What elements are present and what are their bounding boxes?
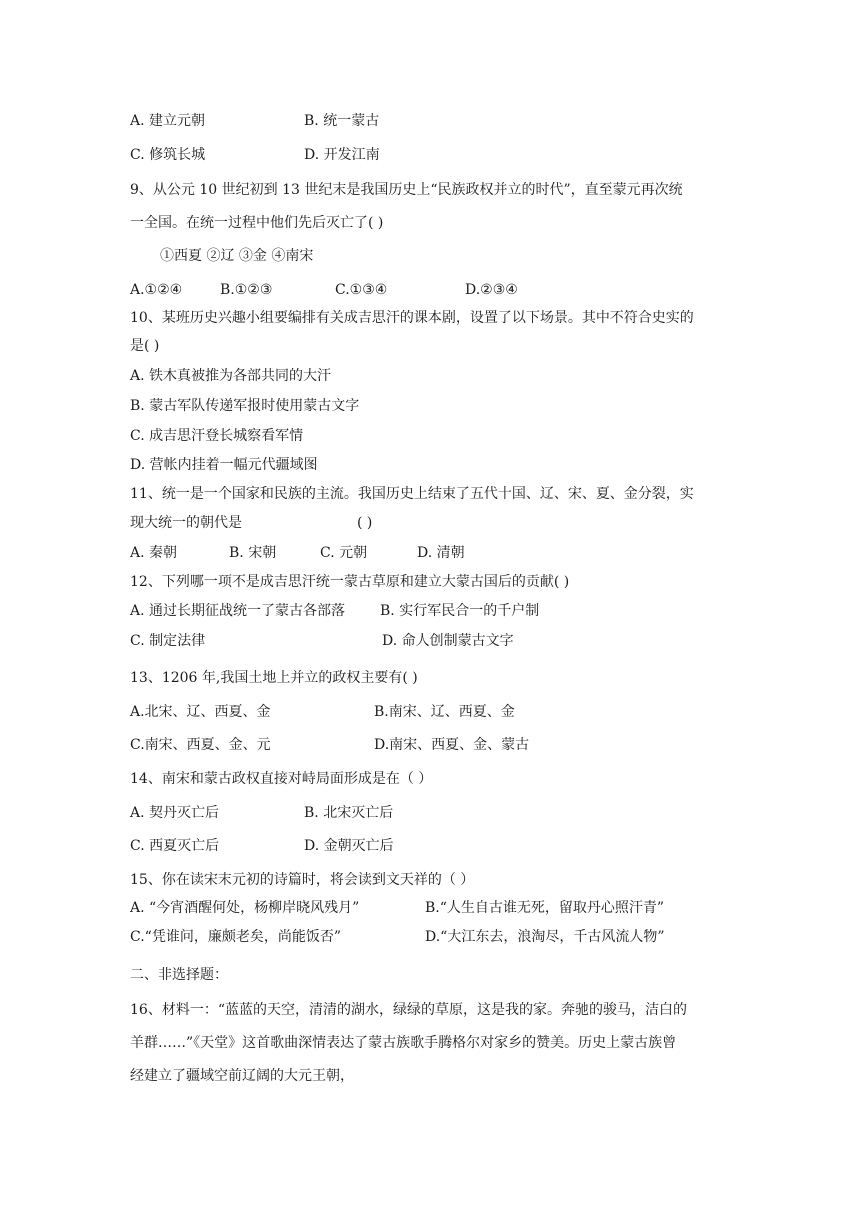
q12-option-a: A. 通过长期征战统一了蒙古各部落: [130, 603, 346, 619]
q12-option-b: B. 实行军民合一的千户制: [380, 603, 540, 619]
q11-stem-line-1: 11、统一是一个国家和民族的主流。我国历史上结束了五代十国、辽、宋、夏、金分裂，实: [130, 486, 694, 502]
q10-stem-line-2: 是( ): [130, 338, 160, 354]
q8-option-b: B. 统一蒙古: [304, 113, 380, 129]
q14-stem: 14、南宋和蒙古政权直接对峙局面形成是在（ ）: [130, 771, 433, 787]
q8-option-c: C. 修筑长城: [130, 147, 206, 163]
q15-option-b: B.“人生自古谁无死，留取丹心照汗青”: [425, 900, 665, 916]
q13-option-b: B.南宋、辽、西夏、金: [374, 704, 515, 720]
q9-option-c: C.①③④: [335, 282, 388, 298]
q11-stem-line-2: 现大统一的朝代是: [130, 515, 242, 531]
q13-stem: 13、1206 年,我国土地上并立的政权主要有( ): [130, 670, 418, 686]
q14-option-d: D. 金朝灭亡后: [304, 838, 394, 854]
q13-option-a: A.北宋、辽、西夏、金: [130, 704, 271, 720]
q12-option-d: D. 命人创制蒙古文字: [382, 633, 514, 649]
q10-option-c: C. 成吉思汗登长城察看军情: [130, 428, 304, 444]
q16-line-1: 16、材料一：“蓝蓝的天空，清清的湖水，绿绿的草原，这是我的家。奔驰的骏马，洁白的: [130, 1002, 687, 1018]
q12-option-c: C. 制定法律: [130, 633, 206, 649]
q10-option-d: D. 营帐内挂着一幅元代疆域图: [130, 457, 318, 473]
q11-option-b: B. 宋朝: [229, 545, 277, 561]
q11-answer-paren: ( ): [357, 515, 373, 531]
section-heading-non-choice: 二、非选择题：: [130, 967, 228, 983]
q12-stem: 12、下列哪一项不是成吉思汗统一蒙古草原和建立大蒙古国后的贡献( ): [130, 574, 570, 590]
q16-line-2: 羊群……”《天堂》这首歌曲深情表达了蒙古族歌手腾格尔对家乡的赞美。历史上蒙古族曾: [130, 1035, 677, 1051]
q10-stem-line-1: 10、某班历史兴趣小组要编排有关成吉思汗的课本剧，设置了以下场景。其中不符合史实的: [130, 310, 694, 326]
q9-option-b: B.①②③: [220, 282, 273, 298]
q9-option-d: D.②③④: [465, 282, 518, 298]
q9-stem-line-1: 9、从公元 10 世纪初到 13 世纪末是我国历史上“民族政权并立的时代”，直至蒙元再次统: [130, 182, 683, 198]
q15-option-d: D.“大江东去，浪淘尽，千古风流人物”: [425, 929, 665, 945]
q14-option-a: A. 契丹灭亡后: [130, 805, 220, 821]
q11-option-d: D. 清朝: [417, 545, 465, 561]
q13-option-d: D.南宋、西夏、金、蒙古: [374, 737, 530, 753]
q9-items: ①西夏 ②辽 ③金 ④南宋: [160, 248, 314, 264]
q9-option-a: A.①②④: [130, 282, 183, 298]
q8-option-a: A. 建立元朝: [130, 113, 206, 129]
q14-option-c: C. 西夏灭亡后: [130, 838, 220, 854]
q10-option-a: A. 铁木真被推为各部共同的大汗: [130, 368, 332, 384]
q14-option-b: B. 北宋灭亡后: [304, 805, 394, 821]
q11-option-a: A. 秦朝: [130, 545, 178, 561]
q11-option-c: C. 元朝: [320, 545, 368, 561]
q16-line-3: 经建立了疆域空前辽阔的大元王朝，: [130, 1068, 354, 1084]
q15-option-a: A. “今宵酒醒何处，杨柳岸晓风残月”: [130, 900, 360, 916]
q8-option-d: D. 开发江南: [304, 147, 380, 163]
q9-stem-line-2: 一全国。在统一过程中他们先后灭亡了( ): [130, 215, 384, 231]
q15-option-c: C.“凭谁问，廉颇老矣，尚能饭否”: [130, 929, 341, 945]
q10-option-b: B. 蒙古军队传递军报时使用蒙古文字: [130, 398, 360, 414]
q13-option-c: C.南宋、西夏、金、元: [130, 737, 271, 753]
q15-stem: 15、你在读宋末元初的诗篇时，将会读到文天祥的（ ）: [130, 872, 475, 888]
